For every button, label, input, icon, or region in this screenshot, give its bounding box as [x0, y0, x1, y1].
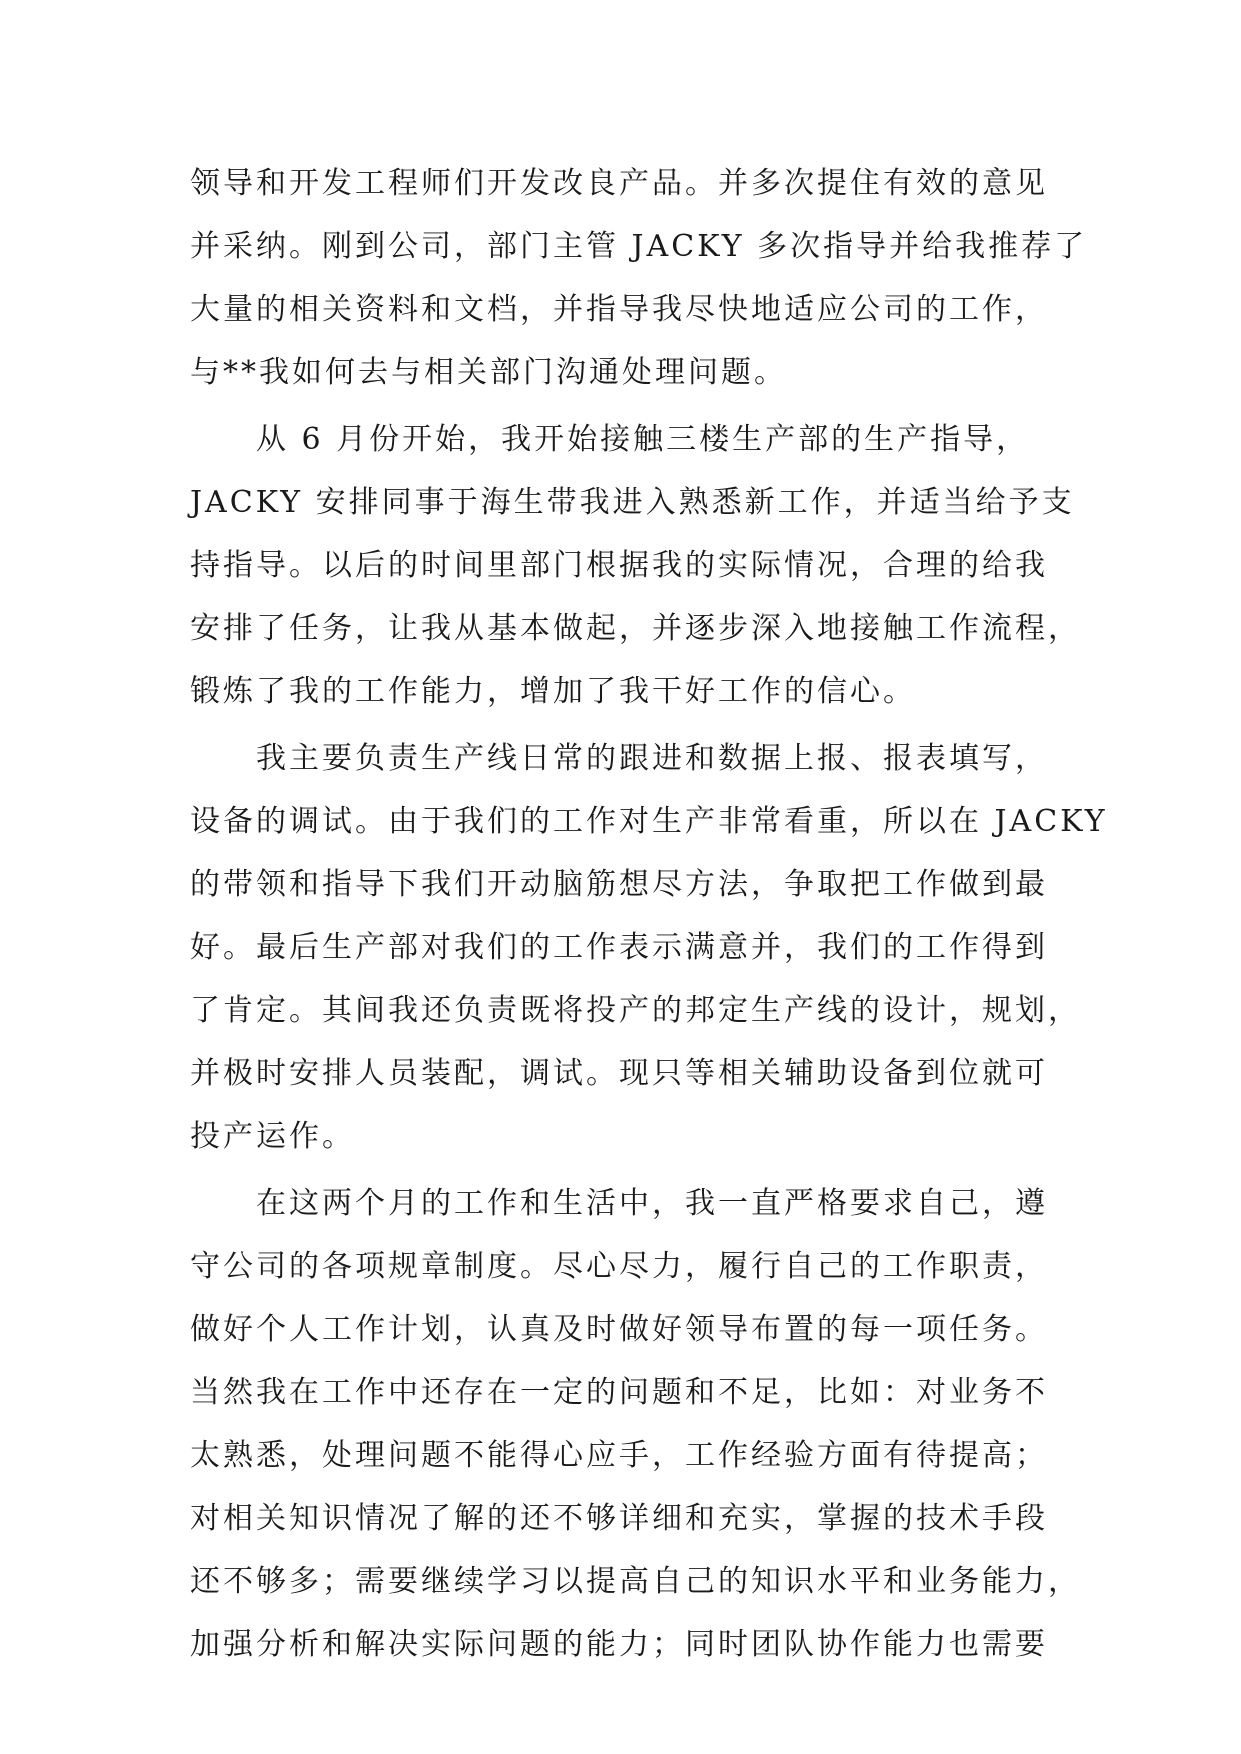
text-line: 安排了任务，让我从基本做起，并逐步深入地接触工作流程， [190, 611, 1081, 646]
text-line: 投产运作。 [190, 1119, 355, 1154]
text-line: 持指导。以后的时间里部门根据我的实际情况，合理的给我 [190, 548, 1048, 583]
paragraph-1 [190, 152, 1088, 404]
text-line: 加强分析和解决实际问题的能力；同时团队协作能力也需要 [190, 1627, 1048, 1662]
text-line: 了肯定。其间我还负责既将投产的邦定生产线的设计，规划， [190, 993, 1081, 1028]
paragraph-4 [190, 1172, 1081, 1676]
text-line: 在这两个月的工作和生活中，我一直严格要求自己，遵 [256, 1186, 1048, 1221]
text-line: 当然我在工作中还存在一定的问题和不足，比如：对业务不 [190, 1375, 1048, 1410]
text-line: 太熟悉，处理问题不能得心应手，工作经验方面有待提高； [190, 1438, 1048, 1473]
text-line: 从 6 月份开始，我开始接触三楼生产部的生产指导， [256, 422, 1030, 457]
text-line: 还不够多；需要继续学习以提高自己的知识水平和业务能力， [190, 1564, 1081, 1599]
text-line: JACKY 安排同事于海生带我进入熟悉新工作，并适当给予支 [190, 485, 1075, 520]
text-line: 设备的调试。由于我们的工作对生产非常看重，所以在 JACKY [190, 804, 1108, 839]
text-line: 与**我如何去与相关部门沟通处理问题。 [190, 355, 787, 390]
document-body [190, 152, 1108, 1676]
paragraph-3 [190, 727, 1108, 1168]
text-line: 领导和开发工程师们开发改良产品。并多次提住有效的意见 [190, 166, 1048, 201]
text-line: 的带领和指导下我们开动脑筋想尽方法，争取把工作做到最 [190, 867, 1048, 902]
paragraph-2 [190, 408, 1081, 723]
text-line: 守公司的各项规章制度。尽心尽力，履行自己的工作职责， [190, 1249, 1048, 1284]
text-line: 并极时安排人员装配，调试。现只等相关辅助设备到位就可 [190, 1056, 1048, 1091]
text-line: 锻炼了我的工作能力，增加了我干好工作的信心。 [190, 674, 916, 709]
text-line: 对相关知识情况了解的还不够详细和充实，掌握的技术手段 [190, 1501, 1048, 1536]
text-line: 做好个人工作计划，认真及时做好领导布置的每一项任务。 [190, 1312, 1048, 1347]
text-line: 我主要负责生产线日常的跟进和数据上报、报表填写， [256, 741, 1048, 776]
text-line: 大量的相关资料和文档，并指导我尽快地适应公司的工作， [190, 292, 1048, 327]
text-line: 好。最后生产部对我们的工作表示满意并，我们的工作得到 [190, 930, 1048, 965]
text-line: 并采纳。刚到公司，部门主管 JACKY 多次指导并给我推荐了 [190, 229, 1088, 264]
